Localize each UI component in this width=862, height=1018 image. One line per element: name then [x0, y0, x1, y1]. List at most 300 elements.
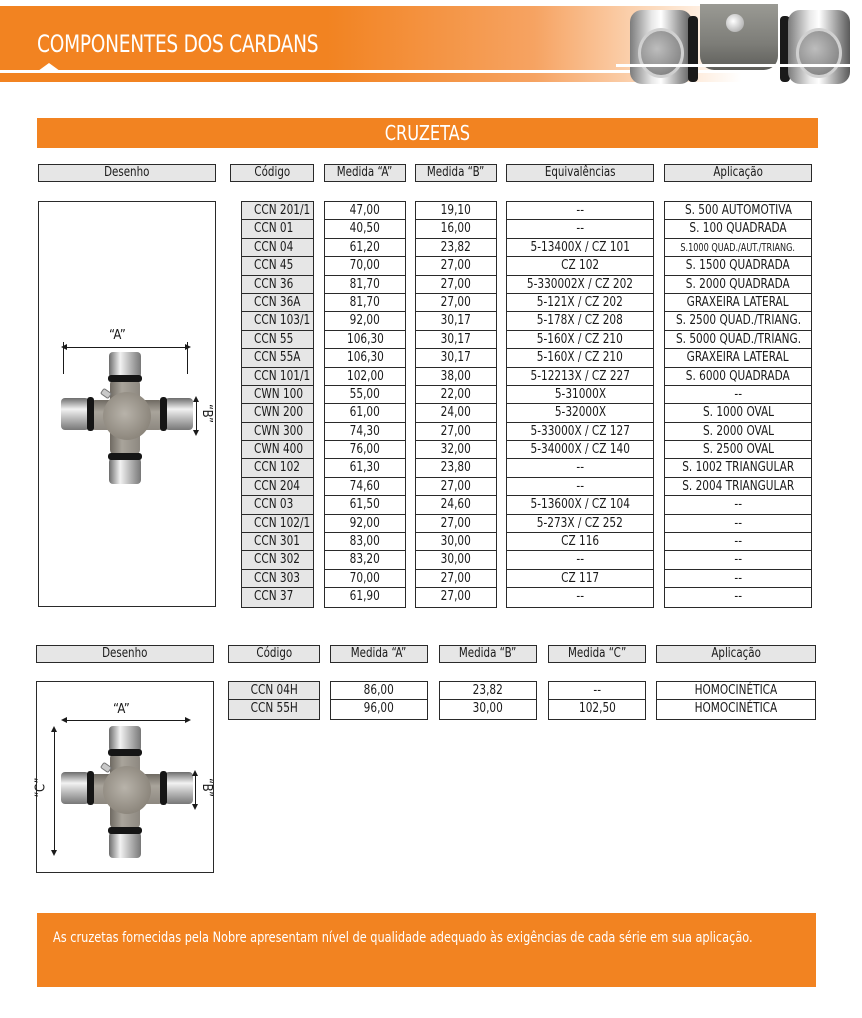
table-cell-medida-b [416, 239, 496, 257]
cell-text: 30,17 [440, 350, 472, 366]
cell-text: 102,50 [578, 701, 616, 717]
table-cell-aplicacao [665, 257, 811, 275]
header-desenho [38, 164, 216, 182]
header-codigo [230, 164, 314, 182]
cell-text: 38,00 [440, 368, 472, 384]
table-cell-medida-b [416, 496, 496, 514]
cell-text: 22,00 [440, 386, 472, 402]
arrow-up-icon [193, 396, 199, 402]
table-cell-medida-b [416, 276, 496, 294]
table-cell-equivalencias [507, 478, 653, 496]
dimension-b-label: “B” [199, 403, 215, 424]
table-cell-medida-a [325, 257, 405, 275]
arrow-right-icon [185, 344, 191, 350]
cell-text: CCN 55 [254, 331, 294, 347]
table-cell-medida-a [325, 423, 405, 441]
cell-text: -- [576, 221, 584, 237]
header-label: Medida “A” [351, 646, 407, 661]
table-cell-codigo [242, 331, 313, 349]
cell-text: 27,00 [440, 589, 472, 605]
cell-text: 83,20 [349, 552, 381, 568]
cell-text: HOMOCINÉTICA [694, 683, 778, 698]
table-cell-codigo [242, 349, 313, 367]
table-cell-codigo [229, 700, 319, 718]
cell-text: CCN 36A [254, 294, 301, 310]
header-label: Aplicação [713, 165, 763, 180]
table-cell-medida-a [331, 682, 427, 700]
table-cell-equivalencias [507, 551, 653, 569]
table-cell-medida-a [325, 441, 405, 459]
table-cell-medida-b [416, 331, 496, 349]
header-medida-b-2 [439, 645, 537, 663]
cell-text: 76,00 [349, 442, 381, 458]
cell-text: 96,00 [363, 701, 395, 717]
photo-stripe [616, 64, 856, 67]
table-cell-aplicacao [665, 441, 811, 459]
cell-text: 30,00 [440, 534, 472, 550]
cell-text: 92,00 [349, 313, 381, 329]
table-cell-medida-a [325, 404, 405, 422]
table-cell-medida-a [325, 551, 405, 569]
table-cell-aplicacao [665, 478, 811, 496]
cell-text: 5-160X / CZ 210 [536, 331, 624, 347]
cell-text: 40,50 [349, 221, 381, 237]
table-cell-aplicacao [665, 423, 811, 441]
table-cell-equivalencias [507, 294, 653, 312]
table-cell-medida-b [416, 478, 496, 496]
cell-text: 86,00 [363, 683, 395, 698]
arrow-down-icon [51, 850, 57, 856]
table-cell-aplicacao [665, 515, 811, 533]
arrow-right-icon [185, 717, 191, 723]
table-cell-medida-a [325, 312, 405, 330]
column-codigo [241, 201, 314, 608]
table-cell-aplicacao [657, 682, 815, 700]
table-cell-aplicacao [665, 588, 811, 606]
cell-text: 81,70 [349, 276, 381, 292]
cell-text: 61,00 [349, 405, 381, 421]
table-cell-medida-a [325, 349, 405, 367]
table-cell-medida-b [416, 368, 496, 386]
cell-text: 27,00 [440, 478, 472, 494]
table-cell-codigo [242, 588, 313, 606]
cell-text: 47,00 [349, 203, 381, 218]
cell-text: 30,00 [440, 552, 472, 568]
table-cell-codigo [242, 570, 313, 588]
header-codigo-2 [228, 645, 320, 663]
header-equivalencias [506, 164, 654, 182]
table-cell-medida-b [416, 349, 496, 367]
cell-text: 5-13600X / CZ 104 [530, 497, 630, 513]
header-medida-b [415, 164, 497, 182]
table-cell-codigo [242, 533, 313, 551]
page-title: COMPONENTES DOS CARDANS [37, 30, 319, 58]
cell-text: CCN 201/1 [254, 203, 311, 218]
cell-text: GRAXEIRA LATERAL [687, 294, 789, 310]
column-equivalencias [506, 201, 654, 608]
header-medida-a [324, 164, 406, 182]
table-cell-equivalencias [507, 441, 653, 459]
cell-text: S. 1500 QUADRADA [686, 258, 790, 274]
cell-text: -- [576, 460, 584, 476]
table-cell-equivalencias [507, 276, 653, 294]
cell-text: CWN 300 [254, 423, 304, 439]
arrow-down-icon [192, 804, 198, 810]
cell-text: S.1000 QUAD./AUT./TRIANG. [680, 241, 796, 254]
table-cell-medida-b [416, 294, 496, 312]
table-cell-equivalencias [507, 533, 653, 551]
table-cell-medida-b [440, 682, 536, 700]
header-medida-a-2 [330, 645, 428, 663]
cell-text: CCN 303 [254, 570, 301, 586]
cell-text: CCN 04H [250, 683, 298, 698]
table-cell-medida-b [416, 257, 496, 275]
cell-text: 5-13400X / CZ 101 [530, 239, 630, 255]
cell-text: 27,00 [440, 276, 472, 292]
dimension-a-line [63, 347, 187, 348]
cell-text: CCN 55H [250, 701, 298, 717]
cell-text: CCN 36 [254, 276, 294, 292]
table-cell-codigo [229, 682, 319, 700]
cell-text: 32,00 [440, 442, 472, 458]
table-cell-equivalencias [507, 386, 653, 404]
cell-text: 5-330002X / CZ 202 [526, 276, 634, 292]
table-cell-codigo [242, 220, 313, 238]
cell-text: -- [734, 534, 742, 550]
table-cell-medida-a [325, 459, 405, 477]
table-cell-aplicacao [665, 331, 811, 349]
cell-text: 30,00 [472, 701, 504, 717]
cell-text: 23,82 [440, 239, 472, 255]
table-cell-medida-a [325, 202, 405, 220]
drawing-cell-table1 [38, 201, 216, 607]
cell-text: 5-121X / CZ 202 [536, 294, 624, 310]
header-label: Código [254, 165, 290, 180]
cell-text: GRAXEIRA LATERAL [687, 350, 789, 366]
table-cell-medida-b [416, 202, 496, 220]
cell-text: 81,70 [349, 294, 381, 310]
table-cell-aplicacao [665, 533, 811, 551]
grease-fitting-icon [726, 14, 744, 32]
cell-text: -- [576, 203, 584, 218]
header-medida-c-2 [548, 645, 646, 663]
table-cell-medida-b [416, 515, 496, 533]
cell-text: 61,90 [349, 589, 381, 605]
cell-text: -- [734, 386, 742, 402]
cell-text: CCN 302 [254, 552, 301, 568]
table-cell-medida-b [440, 700, 536, 718]
universal-joint-drawing-2 [61, 726, 191, 856]
table-cell-codigo [242, 386, 313, 404]
cell-text: CCN 55A [254, 350, 301, 366]
table-cell-equivalencias [507, 239, 653, 257]
table-cell-medida-b [416, 312, 496, 330]
cell-text: S. 2500 OVAL [702, 442, 774, 458]
cell-text: -- [576, 552, 584, 568]
universal-joint-drawing [61, 352, 191, 482]
cell-text: 5-31000X [554, 386, 606, 402]
column-medida-a-2 [330, 681, 428, 720]
table-cell-aplicacao [665, 551, 811, 569]
table-cell-equivalencias [507, 202, 653, 220]
cell-text: -- [734, 515, 742, 531]
cell-text: 24,60 [440, 497, 472, 513]
table-cell-medida-a [325, 478, 405, 496]
cell-text: 5-273X / CZ 252 [536, 515, 624, 531]
cell-text: CCN 45 [254, 258, 294, 274]
dimension-c-label: “C” [33, 777, 49, 798]
cell-text: 5-178X / CZ 208 [536, 313, 624, 329]
dimension-c-line [54, 728, 55, 852]
header-label: Desenho [104, 165, 150, 180]
table-cell-equivalencias [507, 331, 653, 349]
table-cell-equivalencias [507, 220, 653, 238]
table-cell-medida-a [325, 220, 405, 238]
table-cell-medida-b [416, 588, 496, 606]
header-label: Código [256, 646, 292, 661]
cell-text: -- [593, 683, 601, 698]
cell-text: CCN 37 [254, 589, 294, 605]
cell-text: 74,60 [349, 478, 381, 494]
table-cell-codigo [242, 257, 313, 275]
header-product-photo [616, 4, 856, 84]
table-cell-codigo [242, 239, 313, 257]
table-cell-equivalencias [507, 257, 653, 275]
cell-text: S. 1002 TRIANGULAR [682, 460, 794, 476]
cell-text: CZ 102 [561, 258, 599, 274]
arrow-up-icon [192, 770, 198, 776]
header-label: Aplicação [711, 646, 761, 661]
table-cell-equivalencias [507, 312, 653, 330]
header-desenho-2 [36, 645, 214, 663]
table-cell-codigo [242, 515, 313, 533]
cell-text: 102,00 [346, 368, 384, 384]
cell-text: 30,17 [440, 313, 472, 329]
column-aplicacao-2 [656, 681, 816, 720]
table-cell-equivalencias [507, 349, 653, 367]
table-cell-codigo [242, 496, 313, 514]
section-title: CRUZETAS [384, 121, 471, 145]
cell-text: CZ 117 [561, 570, 599, 586]
table-cell-medida-a [325, 496, 405, 514]
table-cell-medida-a [325, 570, 405, 588]
table-cell-medida-b [416, 570, 496, 588]
header-label: Medida “B” [427, 165, 485, 180]
cell-text: 74,30 [349, 423, 381, 439]
cell-text: 55,00 [349, 386, 381, 402]
cell-text: CCN 01 [254, 221, 294, 237]
cell-text: -- [576, 478, 584, 494]
header-aplicacao [664, 164, 812, 182]
cell-text: -- [576, 589, 584, 605]
table-cell-medida-b [416, 220, 496, 238]
cell-text: CWN 200 [254, 405, 304, 421]
cell-text: 61,30 [349, 460, 381, 476]
column-aplicacao [664, 201, 812, 608]
dimension-a-label: “A” [109, 328, 126, 343]
arrow-up-icon [51, 726, 57, 732]
cell-text: S. 100 QUADRADA [689, 221, 787, 237]
table-cell-medida-b [416, 423, 496, 441]
table-cell-equivalencias [507, 570, 653, 588]
table-cell-aplicacao [665, 294, 811, 312]
table-cell-aplicacao [665, 459, 811, 477]
table-cell-medida-b [416, 551, 496, 569]
table-cell-aplicacao [657, 700, 815, 718]
cell-text: 23,80 [440, 460, 472, 476]
dimension-a-line-2 [63, 720, 187, 721]
header-label: Desenho [102, 646, 148, 661]
cell-text: 70,00 [349, 570, 381, 586]
cell-text: S. 2500 QUAD./TRIANG. [675, 313, 801, 329]
header-label: Equivalências [544, 165, 616, 180]
table-cell-medida-c [549, 682, 645, 700]
table-cell-equivalencias [507, 368, 653, 386]
cell-text: -- [734, 570, 742, 586]
table-cell-medida-b [416, 386, 496, 404]
cell-text: 5-12213X / CZ 227 [530, 368, 630, 384]
cell-text: 61,50 [349, 497, 381, 513]
dimension-b-line-2 [195, 772, 196, 806]
table-cell-medida-b [416, 441, 496, 459]
cell-text: 27,00 [440, 570, 472, 586]
cell-text: 30,17 [440, 331, 472, 347]
cell-text: 83,00 [349, 534, 381, 550]
table-cell-medida-a [325, 515, 405, 533]
table-cell-medida-a [325, 331, 405, 349]
cell-text: 5-34000X / CZ 140 [530, 442, 630, 458]
cell-text: S. 5000 QUAD./TRIANG. [675, 331, 801, 347]
table-cell-aplicacao [665, 239, 811, 257]
table-cell-codigo [242, 423, 313, 441]
cell-text: CWN 400 [254, 442, 304, 458]
table-cell-medida-b [416, 459, 496, 477]
cell-text: 27,00 [440, 515, 472, 531]
cell-text: CCN 102/1 [254, 515, 311, 531]
table-cell-codigo [242, 202, 313, 220]
cell-text: 16,00 [440, 221, 472, 237]
cell-text: -- [734, 552, 742, 568]
table-cell-codigo [242, 404, 313, 422]
table-cell-aplicacao [665, 570, 811, 588]
table-cell-aplicacao [665, 312, 811, 330]
table-cell-codigo [242, 478, 313, 496]
column-medida-b-2 [439, 681, 537, 720]
cell-text: S. 2000 QUADRADA [686, 276, 790, 292]
cell-text: HOMOCINÉTICA [694, 701, 778, 717]
cell-text: 61,20 [349, 239, 381, 255]
cell-text: 5-33000X / CZ 127 [530, 423, 630, 439]
dimension-b-line [196, 398, 197, 432]
bearing-cap-right [788, 10, 850, 84]
quality-note [37, 913, 816, 987]
cell-text: CWN 100 [254, 386, 304, 402]
cell-text: CCN 204 [254, 478, 301, 494]
cell-text: 106,30 [346, 350, 384, 366]
cell-text: 106,30 [346, 331, 384, 347]
table-cell-medida-a [325, 294, 405, 312]
cell-text: CCN 101/1 [254, 368, 311, 384]
column-medida-b [415, 201, 497, 608]
table-cell-aplicacao [665, 276, 811, 294]
table-cell-aplicacao [665, 404, 811, 422]
table-cell-codigo [242, 459, 313, 477]
table-cell-equivalencias [507, 515, 653, 533]
dimension-b-label-2: “B” [199, 777, 215, 798]
table-cell-codigo [242, 312, 313, 330]
table-cell-equivalencias [507, 423, 653, 441]
header-label: Medida “C” [567, 646, 627, 661]
cell-text: 5-32000X [554, 405, 606, 421]
table-cell-medida-b [416, 533, 496, 551]
table-cell-aplicacao [665, 220, 811, 238]
cell-text: 27,00 [440, 294, 472, 310]
table-cell-codigo [242, 441, 313, 459]
arrow-left-icon [61, 717, 67, 723]
quality-note-text: As cruzetas fornecidas pela Nobre apresentam nível de qualidade adequado às exigências de cada série em sua aplicação. [53, 930, 753, 946]
cell-text: 27,00 [440, 423, 472, 439]
cell-text: S. 1000 OVAL [702, 405, 774, 421]
bearing-cap-left [630, 10, 692, 84]
cell-text: 24,00 [440, 405, 472, 421]
cell-text: 70,00 [349, 258, 381, 274]
table-cell-aplicacao [665, 202, 811, 220]
header-aplicacao-2 [656, 645, 816, 663]
table-cell-codigo [242, 368, 313, 386]
column-codigo-2 [228, 681, 320, 720]
table-cell-codigo [242, 294, 313, 312]
cell-text: CCN 03 [254, 497, 294, 513]
table-cell-aplicacao [665, 386, 811, 404]
arrow-down-icon [193, 430, 199, 436]
table-cell-equivalencias [507, 404, 653, 422]
drawing-cell-table2 [33, 681, 215, 873]
cell-text: 19,10 [440, 203, 472, 218]
table-cell-medida-a [325, 368, 405, 386]
table-cell-medida-b [416, 404, 496, 422]
section-title-bar [37, 118, 818, 148]
cell-text: -- [734, 589, 742, 605]
cell-text: CZ 116 [561, 534, 599, 550]
cell-text: 23,82 [472, 683, 504, 698]
table-cell-medida-a [331, 700, 427, 718]
table-cell-medida-a [325, 276, 405, 294]
table-cell-codigo [242, 276, 313, 294]
column-medida-a [324, 201, 406, 608]
table-cell-aplicacao [665, 496, 811, 514]
cell-text: 27,00 [440, 258, 472, 274]
cell-text: S. 2000 OVAL [702, 423, 774, 439]
table-cell-equivalencias [507, 588, 653, 606]
header-label: Medida “A” [337, 165, 393, 180]
column-medida-c-2 [548, 681, 646, 720]
joint-body [700, 4, 778, 70]
cell-text: 92,00 [349, 515, 381, 531]
table-cell-medida-c [549, 700, 645, 718]
arrow-left-icon [61, 344, 67, 350]
cell-text: CCN 301 [254, 534, 301, 550]
cell-text: S. 6000 QUADRADA [686, 368, 790, 384]
cell-text: S. 2004 TRIANGULAR [682, 478, 794, 494]
cell-text: S. 500 AUTOMOTIVA [684, 203, 792, 218]
table-cell-codigo [242, 551, 313, 569]
table-cell-equivalencias [507, 496, 653, 514]
header-label: Medida “B” [459, 646, 517, 661]
table-cell-medida-a [325, 533, 405, 551]
seal-left [688, 16, 698, 82]
table-cell-aplicacao [665, 349, 811, 367]
cell-text: CCN 102 [254, 460, 301, 476]
